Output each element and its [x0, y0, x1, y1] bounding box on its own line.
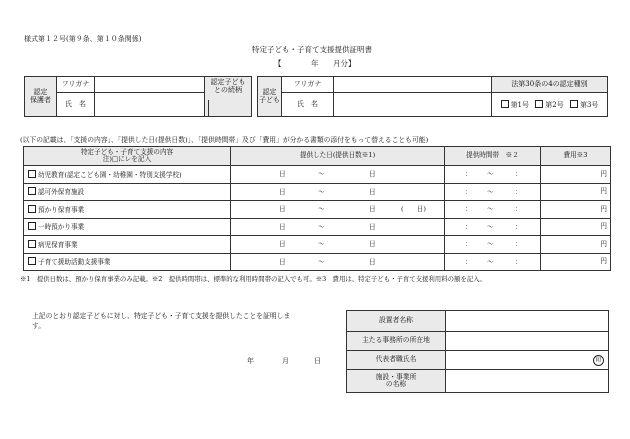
tilde-mark: ～	[318, 187, 325, 196]
date-day: 日	[314, 357, 321, 365]
table-row	[24, 236, 611, 254]
fee-cell[interactable]: 円	[541, 201, 611, 219]
fee-cell[interactable]: 円	[541, 236, 611, 254]
table-row	[24, 253, 611, 271]
row-label: 一時預かり事業	[38, 223, 85, 232]
time-cell[interactable]	[445, 183, 541, 201]
day-mark: 日	[279, 170, 286, 178]
row-label: 預かり保育事業	[38, 205, 85, 214]
date-year: 年	[247, 357, 254, 365]
colon-mark: ：	[515, 222, 522, 231]
fee-cell[interactable]: 円	[541, 253, 611, 271]
row-label: 幼児教育(認定こども園・幼稚園・特別支援学校)	[38, 170, 182, 179]
day-count: ( 日)	[401, 205, 426, 213]
child-name-field[interactable]	[334, 93, 492, 117]
day-mark: 日	[369, 170, 376, 178]
colon-mark: ：	[515, 240, 522, 248]
guardian-relation-label: 認定子ども との続柄	[205, 77, 252, 117]
period-open: 【	[274, 59, 282, 68]
child-furigana-field[interactable]	[334, 77, 492, 93]
day-mark: 日	[279, 187, 286, 196]
colon-mark: ：	[465, 257, 472, 266]
guardian-furigana-label: フリガナ	[57, 77, 95, 93]
period-month: 月分】	[333, 59, 356, 68]
tilde-mark: ～	[318, 170, 325, 178]
time-cell[interactable]	[445, 201, 541, 219]
row-checkbox[interactable]	[28, 205, 36, 213]
tilde-mark: ～	[487, 187, 494, 196]
child-table	[257, 76, 608, 117]
day-mark: 日	[279, 257, 286, 266]
tilde-mark: ～	[487, 240, 494, 248]
time-cell[interactable]	[445, 253, 541, 271]
type2-checkbox[interactable]	[535, 100, 543, 108]
page-title: 特定子ども・子育て支援提供証明書	[252, 45, 372, 54]
table-row	[24, 201, 611, 219]
col-fee-header: 費用※3	[541, 147, 611, 166]
type3-checkbox[interactable]	[570, 100, 578, 108]
colon-mark: ：	[465, 222, 472, 231]
representative-field[interactable]	[446, 351, 609, 370]
col-content-header: 特定子ども・子育て支援の内容 注)□にレを記入	[24, 147, 231, 166]
tilde-mark: ～	[487, 205, 494, 213]
seal-mark: 印	[593, 355, 604, 366]
day-mark: 日	[369, 187, 376, 196]
tilde-mark: ～	[318, 205, 325, 213]
day-mark: 日	[369, 222, 376, 231]
note-intro: (以下の記載は、「支援の内容」、「提供した日(提供日数)」、「提供時間帯」及び「費用」が分かる書類の添付をもって替えることも可能)	[20, 136, 429, 144]
table-row	[24, 166, 611, 184]
tilde-mark: ～	[318, 222, 325, 231]
time-cell[interactable]	[445, 166, 541, 184]
row-label: 認可外保育施設	[38, 188, 85, 197]
provider-name-label: 設置者名称	[347, 311, 446, 332]
row-checkbox[interactable]	[28, 170, 36, 178]
colon-mark: ：	[465, 170, 472, 178]
child-name-label: 氏 名	[282, 93, 334, 117]
tilde-mark: ～	[487, 222, 494, 231]
row-label: 子育て援助活動支援事業	[38, 258, 111, 267]
support-table	[23, 146, 611, 271]
child-type-options	[492, 93, 608, 117]
tilde-mark: ～	[487, 170, 494, 178]
time-cell[interactable]	[445, 218, 541, 236]
type3-label: 第3号	[579, 100, 599, 109]
row-checkbox[interactable]	[28, 240, 36, 248]
guardian-relation-field[interactable]	[208, 100, 252, 116]
provider-address-label: 主たる事務所の所在地	[347, 332, 446, 351]
child-head: 認定 子ども	[258, 77, 282, 117]
colon-mark: ：	[465, 240, 472, 248]
footnote: ※1 提供日数は、預かり保育事業のみ記載。※2 提供時間帯は、標準的な利用時間帯の記入でも可。※3 費用は、特定子ども・子育て支援利用料の額を記入。	[20, 275, 486, 283]
date-cell[interactable]	[231, 166, 445, 184]
facility-field[interactable]	[446, 370, 609, 393]
row-checkbox[interactable]	[28, 187, 36, 195]
day-mark: 日	[369, 205, 376, 213]
provider-name-field[interactable]	[446, 311, 609, 332]
table-row	[24, 183, 611, 201]
fee-cell[interactable]: 円	[541, 166, 611, 184]
guardian-head: 認定 保護者	[25, 77, 57, 117]
type1-label: 第1号	[510, 100, 530, 109]
date-month: 月	[282, 357, 289, 365]
form-number: 様式第１２号(第９条、第１０条関係)	[24, 35, 142, 43]
tilde-mark: ～	[487, 257, 494, 266]
day-mark: 日	[369, 240, 376, 248]
day-mark: 日	[279, 205, 286, 213]
colon-mark: ：	[515, 187, 522, 196]
col-date-header: 提供した日(提供日数※1)	[231, 147, 445, 166]
colon-mark: ：	[465, 187, 472, 196]
guardian-name-field[interactable]	[95, 93, 205, 117]
date-cell[interactable]	[231, 253, 445, 271]
provider-table	[346, 310, 609, 393]
date-cell[interactable]	[231, 236, 445, 254]
colon-mark: ：	[515, 257, 522, 266]
day-mark: 日	[279, 240, 286, 248]
row-label: 病児保育事業	[38, 240, 78, 249]
type1-checkbox[interactable]	[501, 100, 509, 108]
day-mark: 日	[279, 222, 286, 231]
guardian-furigana-field[interactable]	[95, 77, 205, 93]
period-year: 年	[311, 59, 319, 68]
child-furigana-label: フリガナ	[282, 77, 334, 93]
table-row	[24, 218, 611, 236]
certify-text: 上記のとおり認定子どもに対し、特定子ども・子育て支援を提供したことを証明しま す。	[32, 312, 291, 330]
tilde-mark: ～	[318, 240, 325, 248]
tilde-mark: ～	[318, 257, 325, 266]
col-time-header: 提供時間帯 ※２	[445, 147, 541, 166]
day-mark: 日	[369, 257, 376, 266]
representative-label: 代表者職氏名	[347, 351, 446, 370]
colon-mark: ：	[515, 205, 522, 213]
type2-label: 第2号	[545, 100, 564, 109]
date-cell[interactable]	[231, 183, 445, 201]
child-type-header: 法第30条の4の認定種別	[492, 77, 608, 93]
date-cell[interactable]	[231, 218, 445, 236]
guardian-name-label: 氏 名	[57, 93, 95, 117]
date-cell[interactable]	[231, 201, 445, 219]
facility-label: 施設・事業所 の名称	[347, 370, 446, 393]
fee-cell[interactable]: 円	[541, 183, 611, 201]
fee-cell[interactable]: 円	[541, 218, 611, 236]
colon-mark: ：	[515, 170, 522, 178]
time-cell[interactable]	[445, 236, 541, 254]
row-checkbox[interactable]	[28, 257, 36, 265]
colon-mark: ：	[465, 205, 472, 213]
provider-address-field[interactable]	[446, 332, 609, 351]
row-checkbox[interactable]	[28, 222, 36, 230]
